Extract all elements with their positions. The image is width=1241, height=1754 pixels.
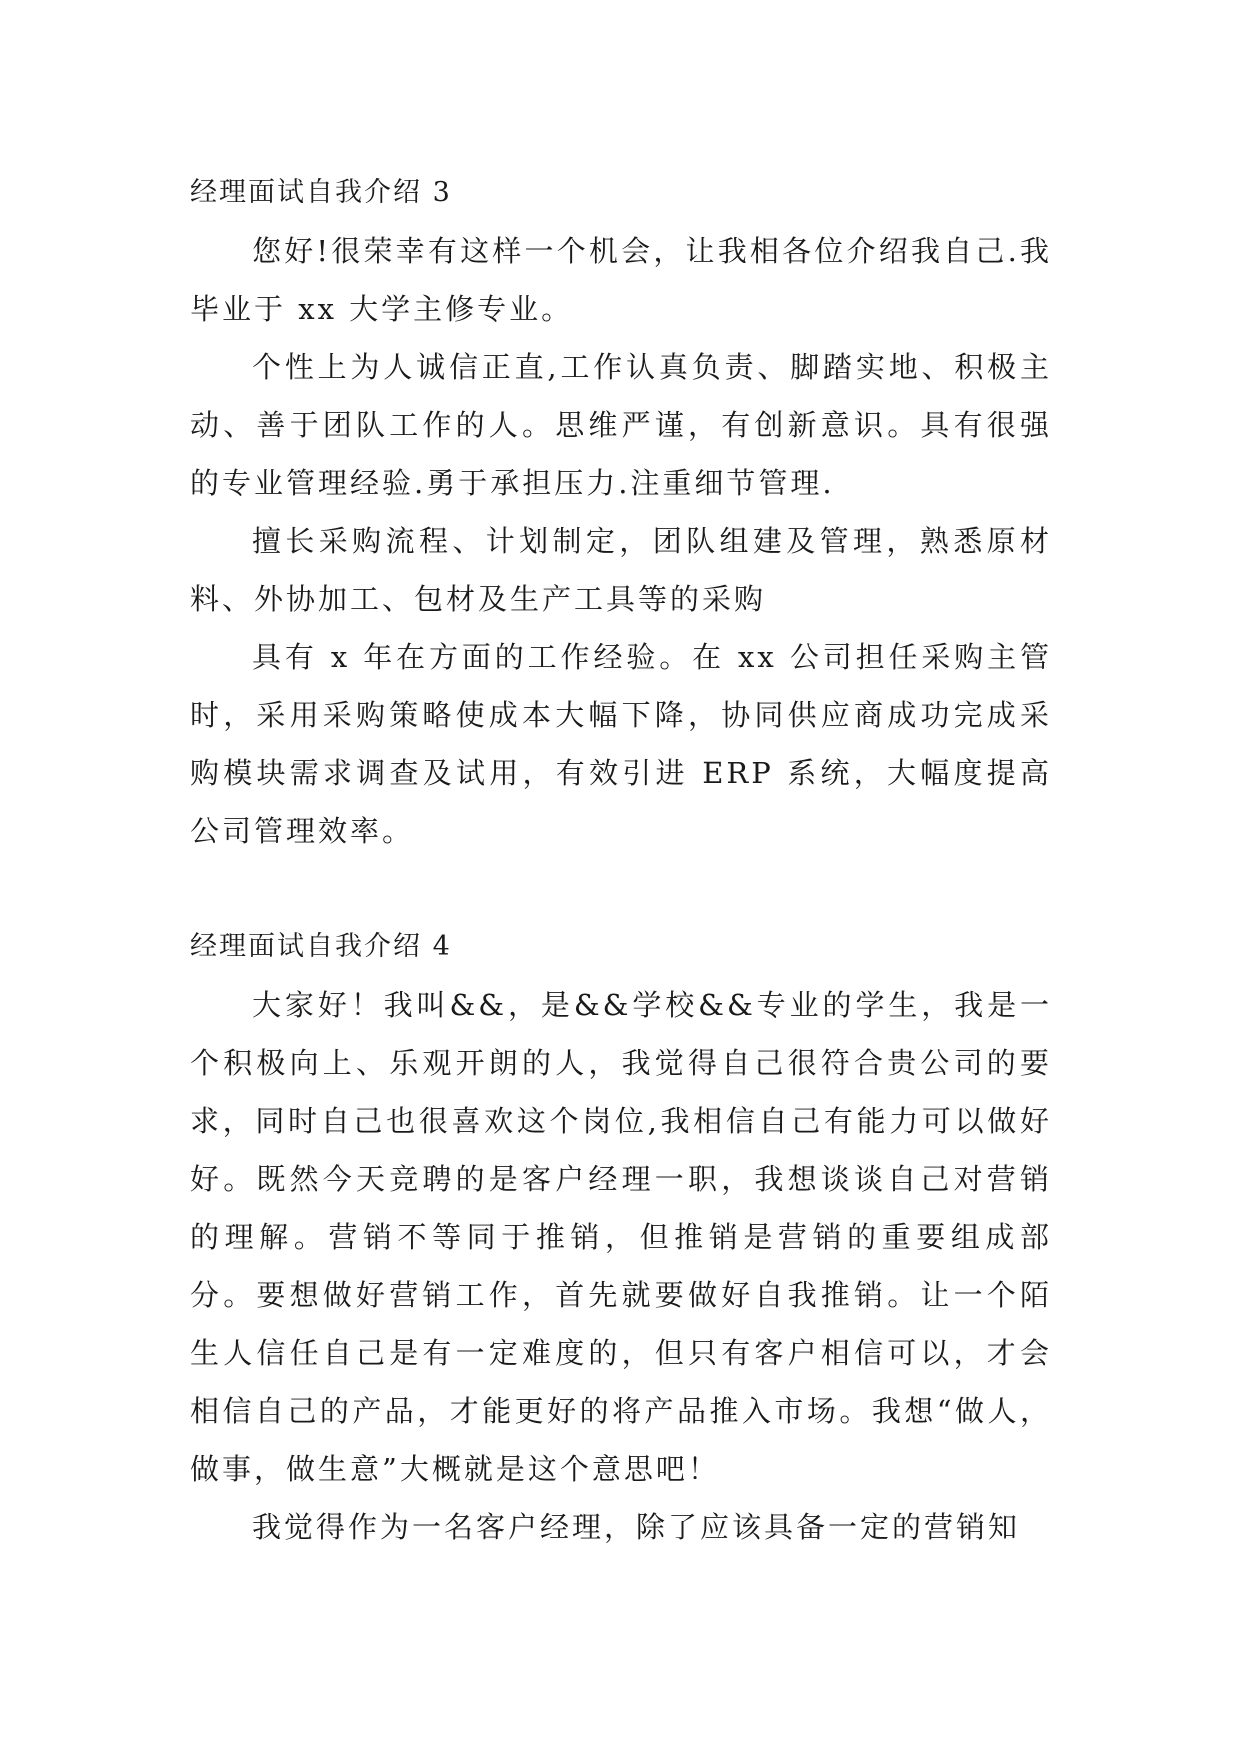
paragraph: 个性上为人诚信正直,工作认真负责、脚踏实地、积极主动、善于团队工作的人。思维严谨，有创新意识。具有很强的专业管理经验.勇于承担压力.注重细节管理. [190,350,1052,500]
paragraph: 具有 x 年在方面的工作经验。在 xx 公司担任采购主管时，采用采购策略使成本大幅下降，协同供应商成功完成采购模块需求调查及试用，有效引进 ERP 系统，大幅度提高公司管理效率。 [190,640,1052,848]
section-heading: 经理面试自我介绍 4 [190,931,452,962]
document-body [190,164,1052,1556]
section-intro-4 [190,918,1052,1556]
paragraph: 您好!很荣幸有这样一个机会，让我相各位介绍我自己.我毕业于 xx 大学主修专业。 [190,234,1052,326]
section-intro-3 [190,164,1052,860]
section-heading: 经理面试自我介绍 3 [190,177,452,208]
paragraph: 大家好！我叫&&，是&&学校&&专业的学生，我是一个积极向上、乐观开朗的人，我觉得自己很符合贵公司的要求，同时自己也很喜欢这个岗位,我相信自己有能力可以做好好。既然今天竞聘的是客户经理一职，我想谈谈自己对营销的理解。营销不等同于推销，但推销是营销的重要组成部分。要想做好营销工作，首先就要做好自我推销。让一个陌生人信任自己是有一定难度的，但只有客户相信可以，才会相信自己的产品，才能更好的将产品推入市场。我想“做人，做事，做生意”大概就是这个意思吧！ [190,988,1052,1486]
paragraph: 我觉得作为一名客户经理，除了应该具备一定的营销知 [252,1510,1021,1544]
paragraph: 擅长采购流程、计划制定，团队组建及管理，熟悉原材料、外协加工、包材及生产工具等的采购 [190,524,1052,616]
